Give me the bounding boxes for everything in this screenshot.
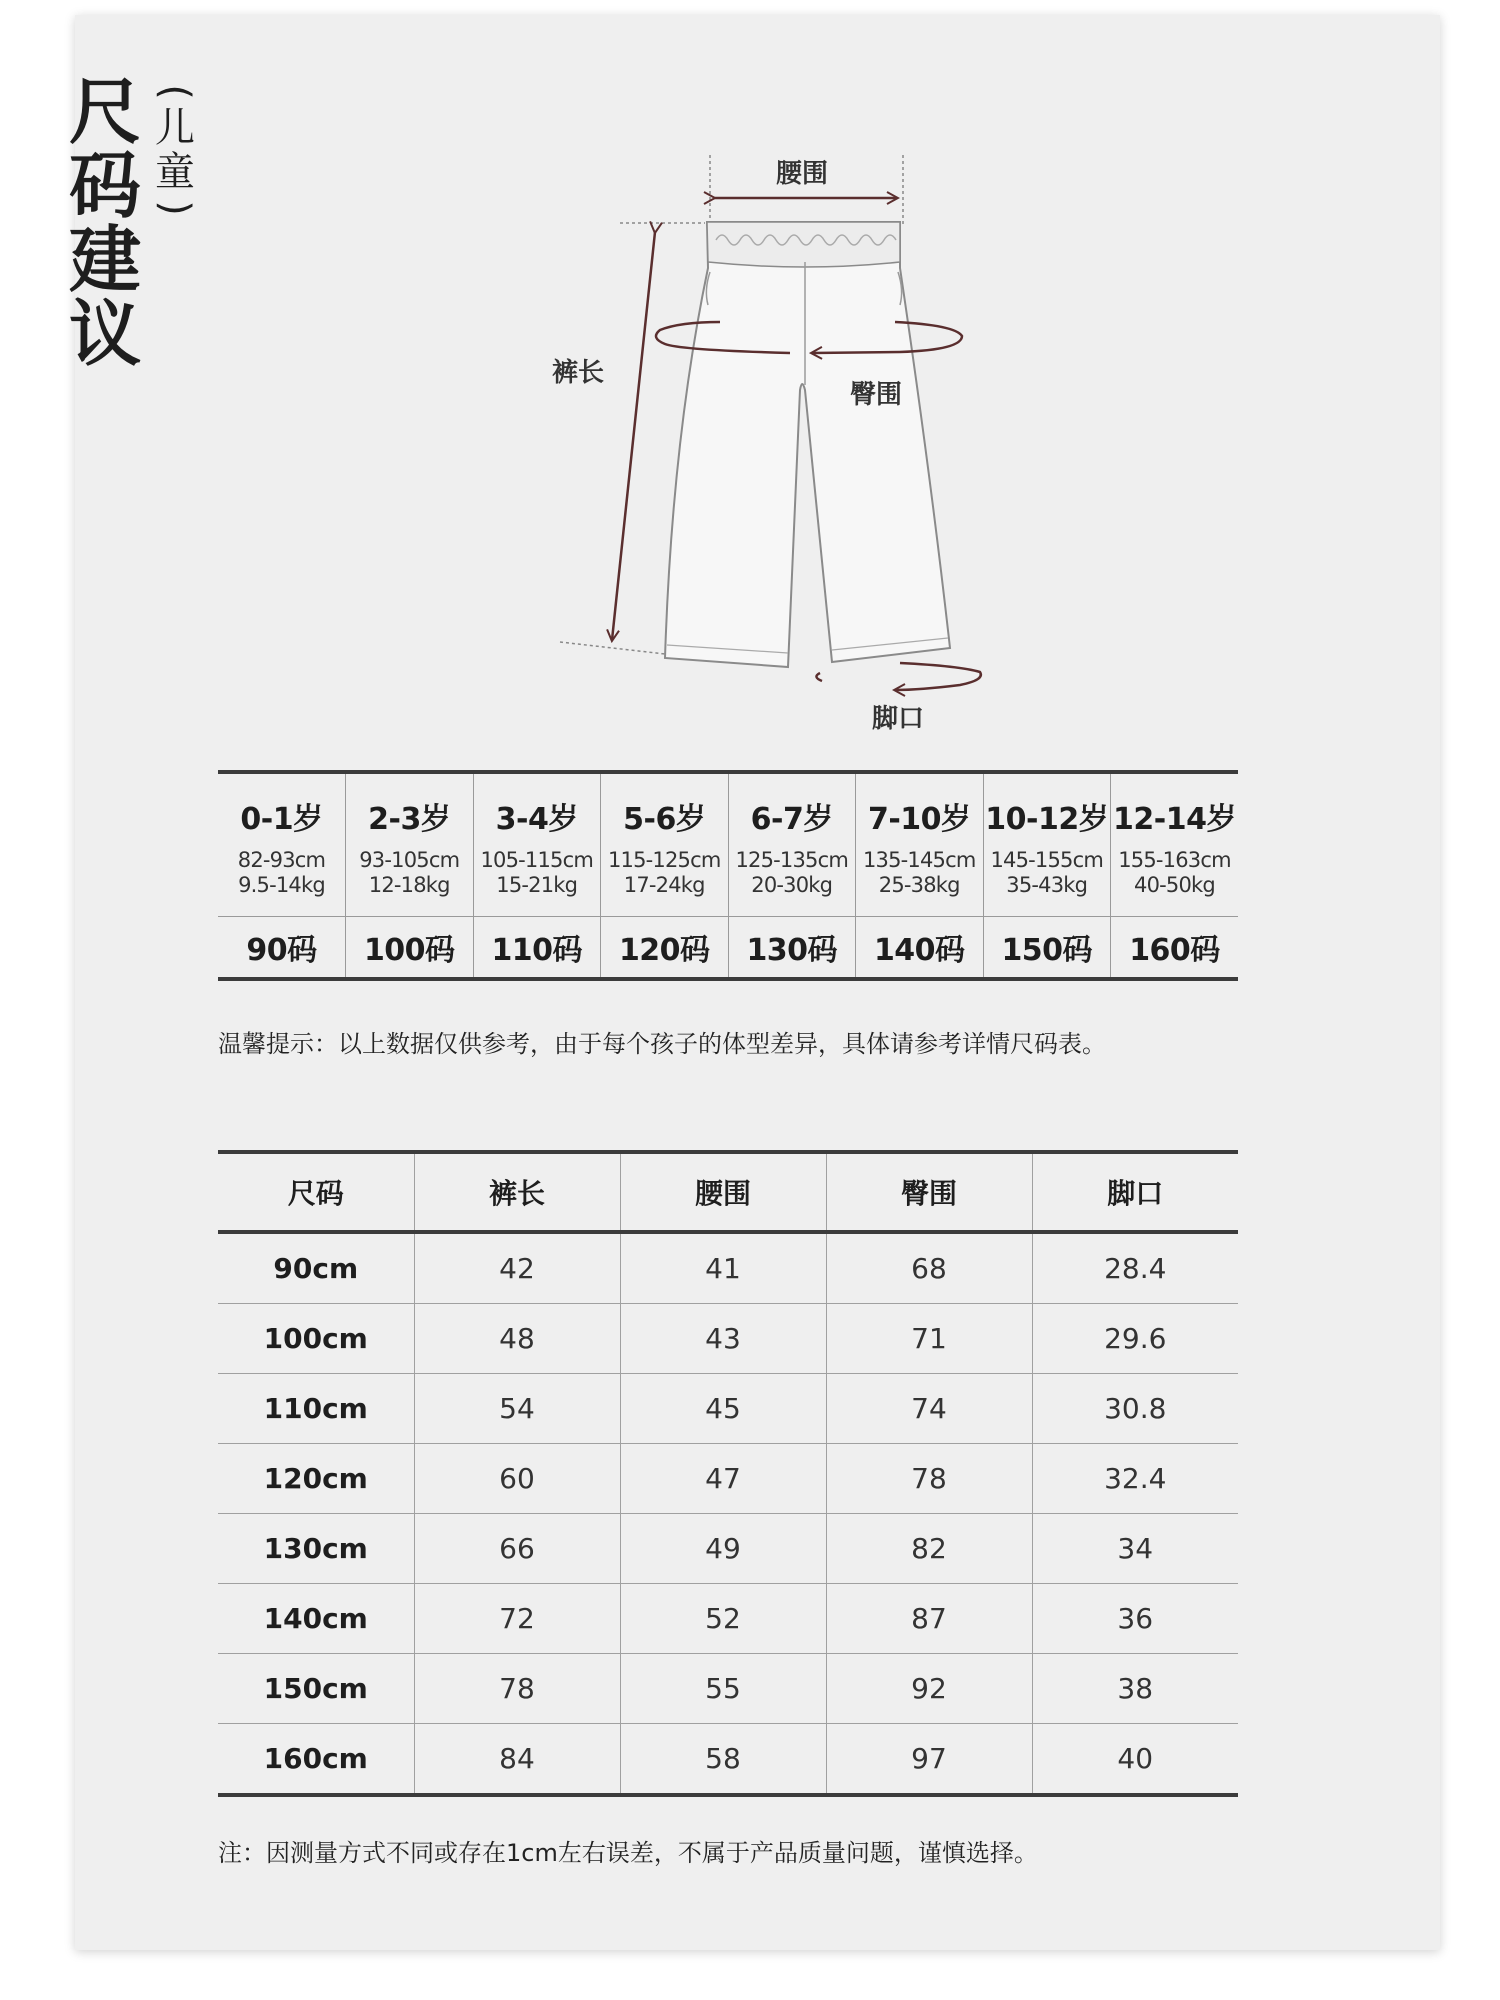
- length-value: 66: [414, 1514, 620, 1584]
- size-value: 160cm: [218, 1724, 414, 1796]
- weight-range: 9.5-14kg: [238, 873, 325, 897]
- size-chart-header: [218, 1152, 1238, 1232]
- pants-outline: [665, 222, 950, 667]
- weight-range: 25-38kg: [878, 873, 960, 897]
- waist-value: 43: [620, 1304, 826, 1374]
- waist-value: 45: [620, 1374, 826, 1444]
- size-cell: 120码: [601, 917, 729, 980]
- size-cell: 110码: [473, 917, 601, 980]
- title-char: 尺: [68, 70, 141, 154]
- waist-label: 腰围: [776, 159, 829, 189]
- length-value: 84: [414, 1724, 620, 1796]
- size-row: [218, 917, 1238, 980]
- height-range: 125-135cm: [735, 848, 849, 872]
- hem-value: 32.4: [1032, 1444, 1238, 1514]
- size-value: 140cm: [218, 1584, 414, 1654]
- hem-value: 30.8: [1032, 1374, 1238, 1444]
- length-value: 54: [414, 1374, 620, 1444]
- age-range: 10-12岁: [985, 802, 1109, 837]
- hem-value: 28.4: [1032, 1232, 1238, 1304]
- weight-range: 35-43kg: [1006, 873, 1088, 897]
- waist-value: 47: [620, 1444, 826, 1514]
- age-range: 3-4岁: [495, 802, 578, 837]
- age-cell: [983, 772, 1111, 917]
- age-size-table: [218, 770, 1238, 981]
- age-cell: [601, 772, 729, 917]
- hem-curve-left: [816, 673, 822, 681]
- size-value: 150cm: [218, 1654, 414, 1724]
- hem-label: 脚口: [872, 704, 925, 734]
- length-guide-bottom: [560, 642, 665, 654]
- table-row: [218, 1444, 1238, 1514]
- header-size: 尺码: [218, 1152, 414, 1232]
- age-range: 6-7岁: [750, 802, 833, 837]
- size-cell: 160码: [1129, 933, 1220, 968]
- age-range: 2-3岁: [368, 802, 451, 837]
- height-range: 93-105cm: [359, 848, 460, 872]
- hem-value: 36: [1032, 1584, 1238, 1654]
- size-value: 130cm: [218, 1514, 414, 1584]
- weight-range: 17-24kg: [623, 873, 705, 897]
- age-cell: [1111, 772, 1239, 917]
- size-cell: 90码: [218, 917, 346, 980]
- waist-value: 49: [620, 1514, 826, 1584]
- subtitle-open-paren: (: [152, 84, 198, 100]
- hip-value: 82: [826, 1514, 1032, 1584]
- height-range: 82-93cm: [237, 848, 326, 872]
- table-row: [218, 1584, 1238, 1654]
- hem-value: 40: [1117, 1742, 1154, 1775]
- height-range: 105-115cm: [480, 848, 594, 872]
- pants-diagram: [0, 0, 1500, 760]
- age-range: 7-10岁: [867, 802, 971, 837]
- footnote-text: 注：因测量方式不同或存在1cm左右误差，不属于产品质量问题，谨慎选择。: [218, 1839, 1038, 1867]
- size-value: 100cm: [218, 1304, 414, 1374]
- age-cell: [218, 772, 346, 917]
- hip-value: 97: [826, 1724, 1032, 1796]
- age-range: 0-1岁: [240, 802, 323, 837]
- size-value: 90cm: [218, 1232, 414, 1304]
- waist-value: 41: [620, 1232, 826, 1304]
- title-char: 码: [68, 144, 141, 228]
- weight-range: 12-18kg: [368, 873, 450, 897]
- age-row: [218, 772, 1238, 917]
- hem-value: 38: [1032, 1654, 1238, 1724]
- table-row: [218, 1374, 1238, 1444]
- hem-value: 29.6: [1032, 1304, 1238, 1374]
- size-cell: 100码: [346, 917, 474, 980]
- header-hip: 臀围: [826, 1152, 1032, 1232]
- age-range: 12-14岁: [1113, 802, 1236, 837]
- hip-value: 68: [826, 1232, 1032, 1304]
- size-cell: 130码: [728, 917, 856, 980]
- waist-value: 52: [620, 1584, 826, 1654]
- waist-value: 55: [620, 1654, 826, 1724]
- table-row: [218, 1724, 1238, 1796]
- size-cell: 140码: [856, 917, 984, 980]
- length-value: 72: [414, 1584, 620, 1654]
- length-value: 48: [414, 1304, 620, 1374]
- weight-range: 20-30kg: [751, 873, 833, 897]
- length-arrow: [612, 232, 655, 640]
- weight-range: 15-21kg: [496, 873, 578, 897]
- age-cell: [473, 772, 601, 917]
- length-value: 78: [414, 1654, 620, 1724]
- size-chart-table: [218, 1150, 1238, 1797]
- age-cell: [728, 772, 856, 917]
- height-range: 145-155cm: [990, 848, 1104, 872]
- size-cell: 150码: [983, 917, 1111, 980]
- height-range: 135-145cm: [862, 848, 976, 872]
- size-value: 120cm: [218, 1444, 414, 1514]
- hip-value: 74: [826, 1374, 1032, 1444]
- subtitle-char: 童: [155, 149, 195, 195]
- table-row: [218, 1514, 1238, 1584]
- hem-value: 34: [1032, 1514, 1238, 1584]
- subtitle-char: 儿: [155, 105, 195, 151]
- tip-text: 温馨提示：以上数据仅供参考，由于每个孩子的体型差异，具体请参考详情尺码表。: [218, 1030, 1106, 1058]
- weight-range: 40-50kg: [1134, 873, 1215, 897]
- hip-label: 臀围: [850, 380, 903, 410]
- height-range: 155-163cm: [1118, 848, 1231, 872]
- length-value: 42: [414, 1232, 620, 1304]
- length-label: 裤长: [552, 358, 605, 388]
- hip-value: 78: [826, 1444, 1032, 1514]
- length-value: 60: [414, 1444, 620, 1514]
- age-cell: [346, 772, 474, 917]
- title-char: 议: [68, 292, 141, 376]
- age-range: 5-6岁: [623, 802, 706, 837]
- table-row: [218, 1304, 1238, 1374]
- hip-value: 71: [826, 1304, 1032, 1374]
- title-char: 建: [68, 218, 141, 302]
- hip-value: 92: [826, 1654, 1032, 1724]
- age-cell: [856, 772, 984, 917]
- table-row: [218, 1654, 1238, 1724]
- height-range: 115-125cm: [607, 848, 721, 872]
- subtitle-close-paren: ): [152, 200, 198, 216]
- size-value: 110cm: [218, 1374, 414, 1444]
- header-hem: 脚口: [1032, 1152, 1238, 1232]
- header-length: 裤长: [414, 1152, 620, 1232]
- hip-value: 87: [826, 1584, 1032, 1654]
- hem-curve-right: [895, 663, 981, 690]
- table-row: [218, 1232, 1238, 1304]
- waist-value: 58: [620, 1724, 826, 1796]
- header-waist: 腰围: [620, 1152, 826, 1232]
